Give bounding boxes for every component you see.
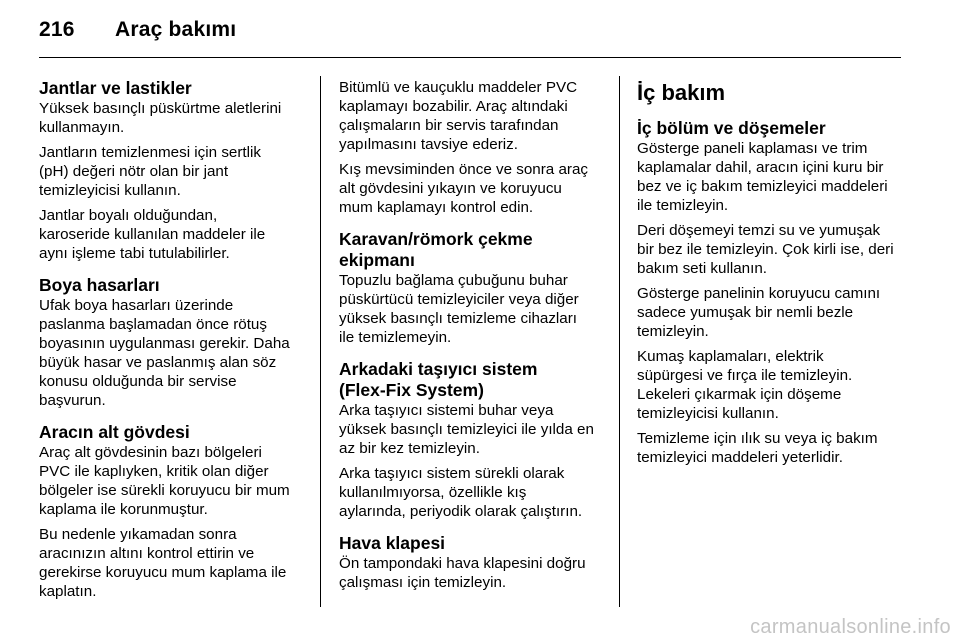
column-divider — [320, 76, 321, 607]
text-line: Temizleme için ılık su veya iç bakım — [637, 430, 878, 447]
text-line: Deri döşemeyi temzi su ve yumuşak — [637, 222, 881, 239]
text-line: bölgeler ise sürekli koruyucu bir mum — [39, 482, 290, 499]
text-line: temizleyin. — [637, 323, 709, 340]
text-line: aracınızın altını kontrol ettirin ve — [39, 545, 255, 562]
text-line: bakım seti kullanın. — [637, 260, 767, 277]
text-line: Arka taşıyıcı sistem sürekli olarak — [339, 465, 565, 482]
text-line: kullanılmıyorsa, özellikle kış — [339, 484, 527, 501]
subsection-heading: Aracın alt gövdesi — [39, 422, 190, 442]
column-divider — [619, 76, 620, 607]
text-line: temizleyici maddeleri yeterlidir. — [637, 449, 843, 466]
text-line: büyük hasar ve paslanmış alan söz — [39, 354, 277, 371]
text-line: Gösterge panelinin koruyucu camını — [637, 285, 881, 302]
text-line: konusu olduğunda bir servise — [39, 373, 237, 390]
body-paragraph — [39, 525, 314, 601]
text-line: yapılmasını tavsiye ederiz. — [339, 136, 518, 153]
body-paragraph — [339, 78, 614, 154]
text-line: boyasının uygulanması gerekir. Daha — [39, 335, 290, 352]
text-line: mum kaplamayı kontrol edin. — [339, 199, 534, 216]
body-paragraph — [339, 271, 614, 347]
body-paragraph — [637, 221, 912, 278]
subsection-heading: Jantlar ve lastikler — [39, 78, 192, 98]
body-paragraph — [39, 206, 314, 263]
text-line: (pH) değeri nötr olan bir jant — [39, 163, 229, 180]
text-line: ile temizlemeyin. — [339, 329, 452, 346]
chapter-title: Araç bakımı — [115, 18, 237, 41]
subsection-heading: Hava klapesi — [339, 533, 446, 553]
text-line: Topuzlu bağlama çubuğunu buhar — [339, 272, 568, 289]
subsection-heading: İç bölüm ve döşemeler — [637, 118, 826, 138]
text-line: Ön tampondaki hava klapesini doğru — [339, 555, 586, 572]
text-line: bez ve iç bakım temizleyici maddeleri — [637, 178, 888, 195]
text-line: Lekeleri çıkarmak için döşeme — [637, 386, 842, 403]
subsection-heading — [339, 229, 614, 271]
text-line: ekipmanı — [339, 250, 415, 270]
text-line: başvurun. — [39, 392, 106, 409]
text-line: sadece yumuşak bir nemli bezle — [637, 304, 854, 321]
text-line: karoseride kullanılan maddeler ile — [39, 226, 266, 243]
text-line: Karavan/römork çekme — [339, 229, 533, 249]
text-line: Gösterge paneli kaplaması ve trim — [637, 140, 868, 157]
text-line: kaplama ile korunmuştur. — [39, 501, 208, 518]
text-column-3 — [637, 78, 912, 473]
text-line: yüksek basınçlı temizleyici ile yılda en — [339, 421, 594, 438]
text-line: bir bez ile temizleyin. Çok kirli ise, deri — [637, 241, 894, 258]
text-line: kaplamalar dahil, aracın içini kuru bir — [637, 159, 884, 176]
text-line: çalışması için temizleyin. — [339, 574, 507, 591]
watermark: carmanualsonline.info — [750, 616, 951, 638]
text-column-2 — [339, 78, 614, 598]
text-line: kaplamayı bozabilir. Araç altındaki — [339, 98, 568, 115]
body-paragraph — [637, 139, 912, 215]
text-line: temizleyicisi kullanın. — [39, 182, 181, 199]
text-line: Bitümlü ve kauçuklu maddeler PVC — [339, 79, 578, 96]
body-paragraph — [637, 347, 912, 423]
body-paragraph — [39, 443, 314, 519]
text-line: az bir kez temizleyin. — [339, 440, 480, 457]
text-line: gerekirse koruyucu mum kaplama ile — [39, 564, 287, 581]
text-line: Jantların temizlenmesi için sertlik — [39, 144, 261, 161]
text-line: Ufak boya hasarları üzerinde — [39, 297, 234, 314]
text-line: Kumaş kaplamaları, elektrik — [637, 348, 824, 365]
body-paragraph — [339, 160, 614, 217]
body-paragraph — [339, 554, 614, 592]
body-paragraph — [339, 401, 614, 458]
text-line: Kış mevsiminden önce ve sonra araç — [339, 161, 589, 178]
text-line: püskürtücü temizleyiciler veya diğer — [339, 291, 579, 308]
text-line: (Flex-Fix System) — [339, 380, 484, 400]
body-paragraph — [637, 429, 912, 467]
body-paragraph — [39, 99, 314, 137]
text-line: paslanma başlamadan önce rötuş — [39, 316, 267, 333]
text-line: ile temizleyin. — [637, 197, 729, 214]
section-heading: İç bakım — [637, 80, 726, 105]
text-line: aylarında, periyodik olarak çalıştırın. — [339, 503, 583, 520]
text-line: çalışmaların bir servis tarafından — [339, 117, 559, 134]
page-number: 216 — [39, 18, 75, 41]
subsection-heading: Boya hasarları — [39, 275, 160, 295]
text-line: kaplatın. — [39, 583, 97, 600]
text-line: yüksek basınçlı temizleme cihazları — [339, 310, 578, 327]
header-rule — [39, 57, 901, 58]
text-line: PVC ile kaplıyken, kritik olan diğer — [39, 463, 269, 480]
text-line: alt gövdesini yıkayın ve koruyucu — [339, 180, 562, 197]
text-line: Bu nedenle yıkamadan sonra — [39, 526, 237, 543]
text-line: Yüksek basınçlı püskürtme aletlerini — [39, 100, 282, 117]
body-paragraph — [339, 464, 614, 521]
text-line: temizleyicisi kullanın. — [637, 405, 779, 422]
body-paragraph — [637, 284, 912, 341]
text-line: Arka taşıyıcı sistemi buhar veya — [339, 402, 554, 419]
text-line: aynı işleme tabi tutulabilirler. — [39, 245, 230, 262]
text-line: Jantlar boyalı olduğundan, — [39, 207, 218, 224]
body-paragraph — [39, 143, 314, 200]
body-paragraph — [39, 296, 314, 410]
text-line: Araç alt gövdesinin bazı bölgeleri — [39, 444, 262, 461]
text-line: Arkadaki taşıyıcı sistem — [339, 359, 538, 379]
text-line: süpürgesi ve fırça ile temizleyin. — [637, 367, 853, 384]
subsection-heading — [339, 359, 614, 401]
text-column-1 — [39, 78, 314, 607]
text-line: kullanmayın. — [39, 119, 125, 136]
page-header — [39, 18, 901, 42]
